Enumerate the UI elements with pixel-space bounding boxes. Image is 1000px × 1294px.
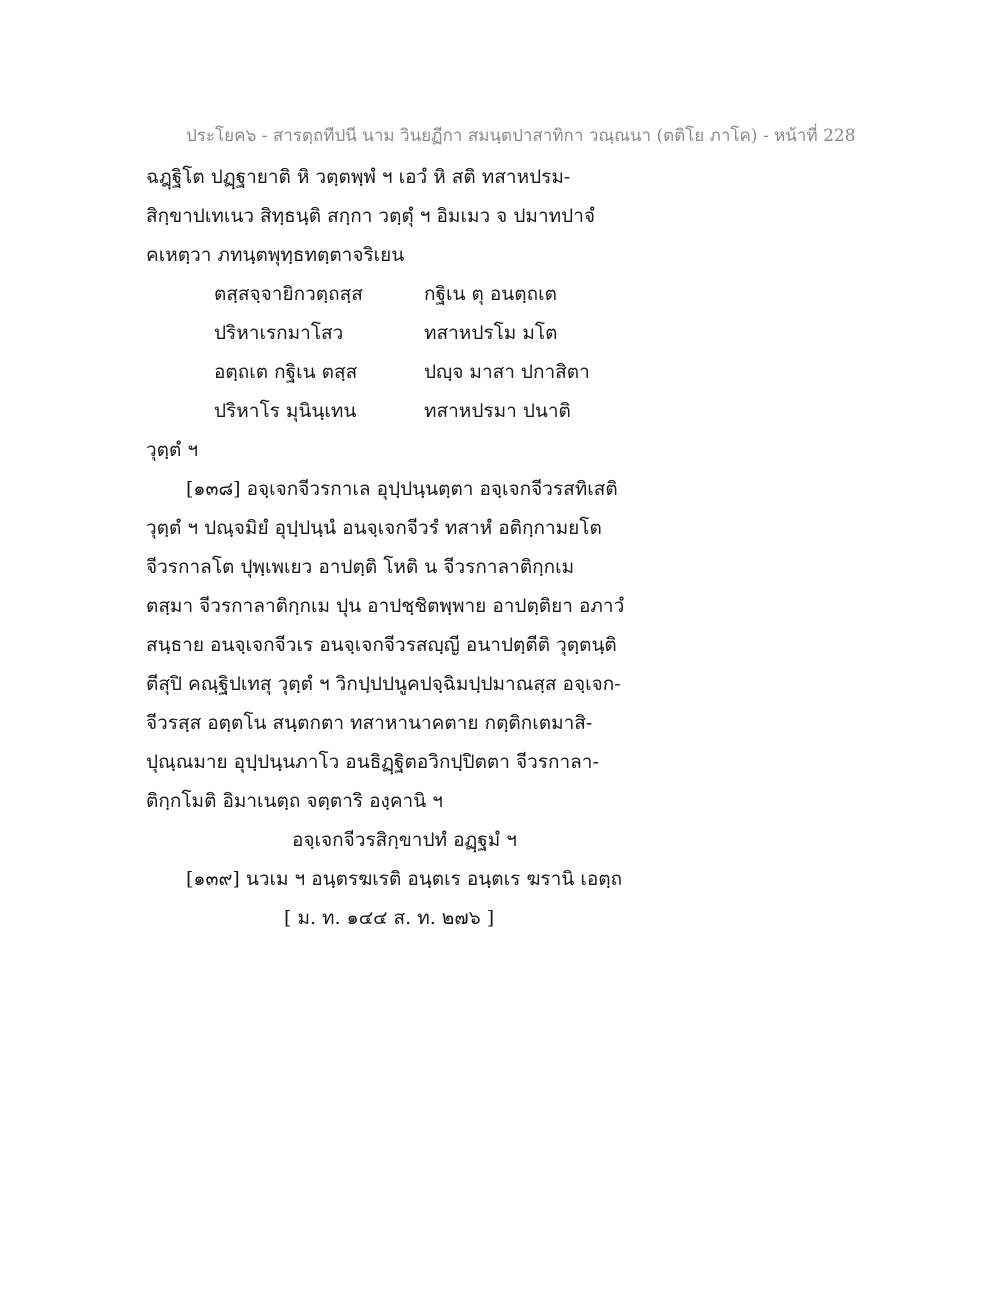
verse-left: อตฺถเต กฐิเน ตสฺส [214,361,358,383]
verse-left: ปริหาโร มุนินฺเทน [214,400,357,422]
paragraph-138-line: จีวรกาลโต ปุพฺเพเยว อาปตฺติ โหติ น จีวรกาลาติกฺกเม [146,556,575,578]
text-line: สิกฺขาปเทเนว สิทฺธนฺติ สกฺกา วตฺตุํ ฯ อิมเมว จ ปมาทปาจํ [146,205,595,227]
verse-right: ปญฺจ มาสา ปกาสิตา [424,361,590,383]
paragraph-138-line: ตสฺมา จีวรกาลาติกฺกเม ปุน อาปชฺชิตพฺพาย อาปตฺติยา อภาวํ [146,595,625,617]
paragraph-138-line: ตีสุปิ คณฺฐิปเทสุ วุตฺตํ ฯ วิกปฺปปนูคปจฺฉิมปฺปมาณสฺส อจฺเจก- [146,673,621,695]
verse-left: ปริหาเรกมาโสว [214,322,344,344]
verse-row [146,392,706,431]
paragraph-138-line: [๑๓๘] อจฺเจกจีวรกาเล อุปฺปนฺนตฺตา อจฺเจกจีวรสทิเสติ [186,478,618,500]
paragraph-138-line: จีวรสฺส อตฺตโน สนฺตกตา ทสาหานาคตาย กตฺติกเตมาสิ- [146,712,593,734]
body-text [146,158,706,938]
reference-line: [ ม. ท. ๑๔๔ ส. ท. ๒๗๖ ] [284,907,495,929]
verse-right: ทสาหปรมา ปนาติ [424,400,571,422]
paragraph-139-line: [๑๓๙] นวเม ฯ อนฺตรฆเรติ อนฺตเร อนฺตเร ฆรานิ เอตฺถ [186,868,623,890]
paragraph-138-line: ติกฺกโมติ อิมาเนตฺถ จตฺตาริ องฺคานิ ฯ [146,790,443,812]
verse-row [146,353,706,392]
verse-row [146,275,706,314]
paragraph-138-line: ปุณฺณมาย อุปฺปนฺนภาโว อนธิฏฺฐิตอวิกปฺปิตตา จีวรกาลา- [146,751,599,773]
text-line: ฉฎฺฐิโต ปฏฺฐายาติ หิ วตฺตพฺพํ ฯ เอวํ หิ สติ ทสาหปรม- [146,166,571,188]
page-header: ประโยค๖ - สารตฺถทีปนี นาม วินยฏีกา สมนฺตปาสาทิกา วณฺณนา (ตติโย ภาโค) - หน้าที่ 228 [186,126,856,146]
section-end-title: อจฺเจกจีวรสิกฺขาปทํ อฏฺฐมํ ฯ [292,829,517,851]
verse-right: กฐิเน ตุ อนตฺถเต [424,283,557,305]
text-line: คเหตฺวา ภทนฺตพุทฺธทตฺตาจริเยน [146,244,405,266]
verse-right: ทสาหปรโม มโต [424,322,558,344]
verse-left: ตสฺสจฺจายิกวตฺถสฺส [214,283,363,305]
text-line: วุตฺตํ ฯ [146,439,199,461]
paragraph-138-line: วุตฺตํ ฯ ปณฺจมิยํ อุปฺปนฺนํ อนจฺเจกจีวรํ ทสาหํ อติกฺกามยโต [146,517,602,539]
verse-row [146,314,706,353]
paragraph-138-line: สนฺธาย อนจฺเจกจีวเร อนจฺเจกจีวรสญฺญี อนาปตฺตีติ วุตฺตนฺติ [146,634,617,656]
